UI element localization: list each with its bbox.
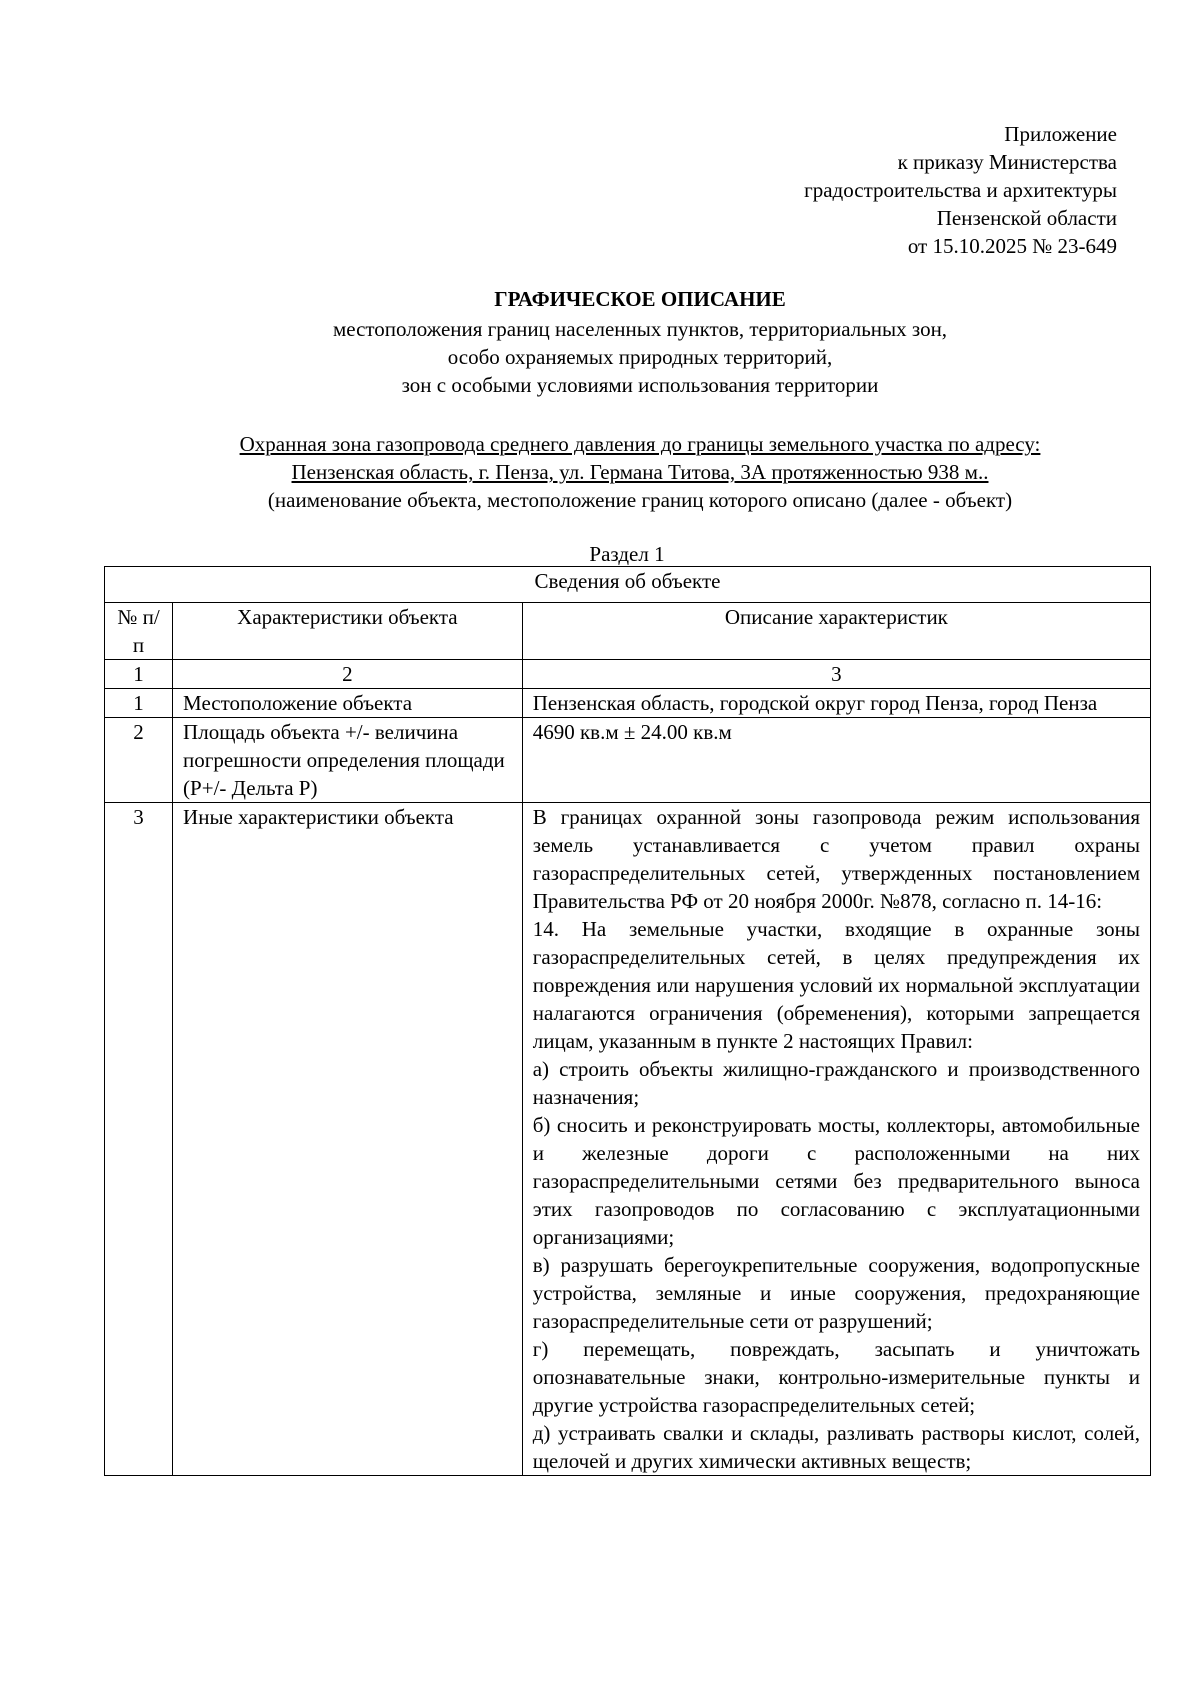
row-characteristic: Местоположение объекта — [173, 689, 523, 718]
table-caption-row — [105, 567, 1151, 603]
object-name-note: (наименование объекта, местоположение границ которого описано (далее - объект) — [267, 488, 1013, 512]
table-row — [105, 718, 1151, 803]
description-paragraph: Пензенская область, городской округ город Пенза, город Пенза — [532, 691, 1098, 715]
column-number: 2 — [173, 660, 523, 689]
table-row — [105, 689, 1151, 718]
document-subtitle — [150, 315, 1130, 399]
description-paragraph: 4690 кв.м ± 24.00 кв.м — [532, 720, 732, 744]
column-number: 3 — [522, 660, 1150, 689]
row-characteristic: Площадь объекта +/- величина погрешности определения площади (P+/- Дельта P) — [173, 718, 523, 803]
description-paragraph: в) разрушать берегоукрепительные сооружения, водопропускные устройства, земляные и иные сооружения, предохраняющие газораспределительные сети от разрушений; — [532, 1253, 1140, 1333]
description-paragraph: а) строить объекты жилищно-гражданского и производственного назначения; — [532, 1057, 1140, 1109]
column-number-row — [105, 660, 1151, 689]
table-caption: Сведения об объекте — [105, 567, 1151, 603]
title-block — [150, 285, 1130, 399]
header-num: № п/п — [105, 603, 173, 660]
section-label: Раздел 1 — [589, 542, 665, 566]
description-paragraph: г) перемещать, повреждать, засыпать и уничтожать опознавательные знаки, контрольно-измерительные пункты и другие устройства газораспределительных сетей; — [532, 1337, 1140, 1417]
description-paragraph: В границах охранной зоны газопровода режим использования земель устанавливается с учетом правил охраны газораспределительных сетей, утвержденных постановлением Правительства РФ от 20 ноября 2000г. №878, согласно п. 14-16: — [532, 805, 1140, 913]
appendix-line: Пензенской области — [936, 206, 1117, 230]
row-description — [522, 689, 1150, 718]
object-name-block — [150, 430, 1130, 514]
document-title: ГРАФИЧЕСКОЕ ОПИСАНИЕ — [494, 287, 786, 311]
description-paragraph: 14. На земельные участки, входящие в охранные зоны газораспределительных сетей, в целях предупреждения их повреждения или нарушения условий их нормальной эксплуатации налагаются ограничения (обременения), которыми запрещается лицам, указанным в пункте 2 настоящих Правил: — [532, 917, 1140, 1053]
header-description: Описание характеристик — [522, 603, 1150, 660]
column-number: 1 — [105, 660, 173, 689]
appendix-order-date: от 15.10.2025 № 23-649 — [907, 234, 1117, 258]
object-info-table — [104, 566, 1151, 1476]
row-description — [522, 803, 1150, 1476]
description-paragraph: д) устраивать свалки и склады, разливать растворы кислот, солей, щелочей и других химически активных веществ; — [532, 1421, 1140, 1473]
header-characteristic: Характеристики объекта — [173, 603, 523, 660]
appendix-line: к приказу Министерства — [897, 150, 1117, 174]
object-name-line: Пензенская область, г. Пенза, ул. Германа Титова, 3А протяженностью 938 м.. — [291, 460, 989, 484]
appendix-block — [804, 120, 1117, 260]
row-description — [522, 718, 1150, 803]
row-num: 1 — [105, 689, 173, 718]
appendix-line: градостроительства и архитектуры — [804, 178, 1117, 202]
subtitle-line: особо охраняемых природных территорий, — [447, 345, 833, 369]
row-characteristic: Иные характеристики объекта — [173, 803, 523, 1476]
row-num: 3 — [105, 803, 173, 1476]
table-row — [105, 803, 1151, 1476]
description-paragraph: б) сносить и реконструировать мосты, коллекторы, автомобильные и железные дороги с расположенными на них газораспределительными сетями без предварительного выноса этих газопроводов по согласованию с эксплуатационными организациями; — [532, 1113, 1140, 1249]
subtitle-line: местоположения границ населенных пунктов, территориальных зон, — [332, 317, 948, 341]
appendix-line: Приложение — [1004, 122, 1117, 146]
row-num: 2 — [105, 718, 173, 803]
subtitle-line: зон с особыми условиями использования территории — [401, 373, 879, 397]
table-header-row — [105, 603, 1151, 660]
object-name-line: Охранная зона газопровода среднего давления до границы земельного участка по адресу: — [239, 432, 1041, 456]
